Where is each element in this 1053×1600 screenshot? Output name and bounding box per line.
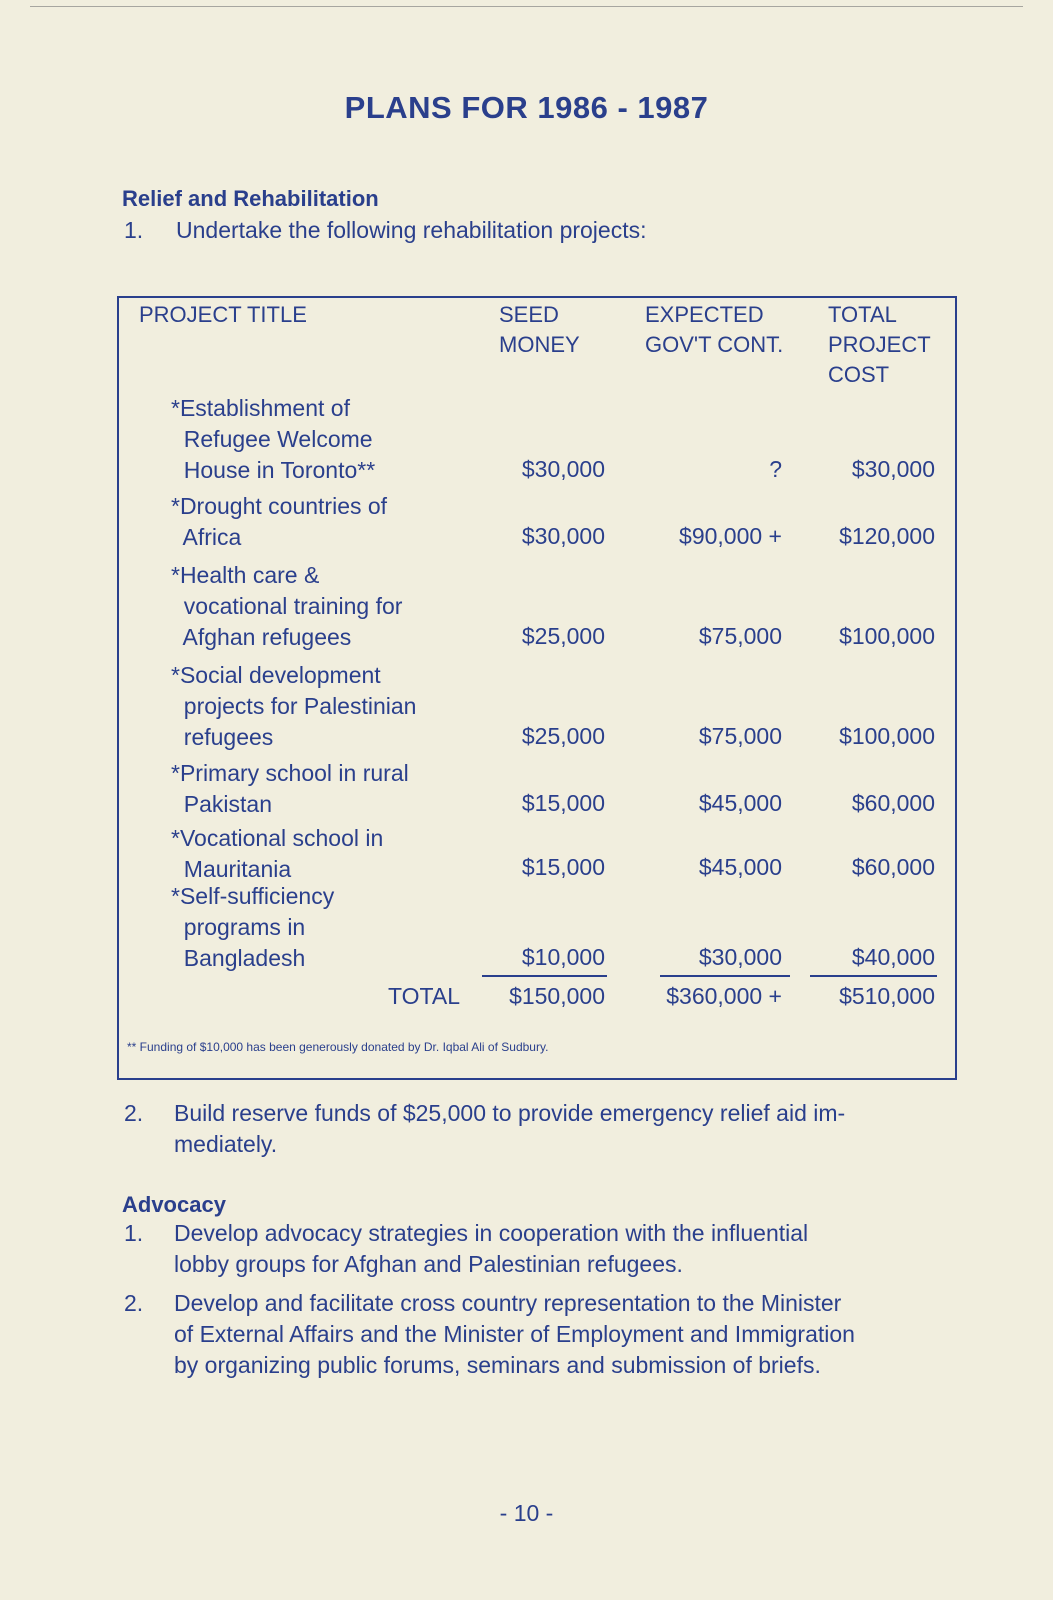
total-govt: $360,000 + — [666, 983, 782, 1009]
row-govt: $45,000 — [698, 790, 782, 816]
header-total-cost: TOTAL PROJECT COST — [828, 302, 931, 387]
advocacy-item-2-number: 2. — [124, 1290, 144, 1316]
relief-item-1-number: 1. — [124, 217, 144, 243]
row-total: $100,000 — [839, 723, 935, 749]
row-govt: $75,000 — [698, 723, 782, 749]
row-total: $60,000 — [851, 790, 935, 816]
total-label: TOTAL — [388, 983, 460, 1009]
advocacy-item-2-text: Develop and facilitate cross country representation to the Minister of External Affairs and the Minister of Employment and Immigration by organizing public forums, seminars and submission of briefs. — [174, 1290, 855, 1378]
relief-item-1-text: Undertake the following rehabilitation projects: — [176, 217, 647, 243]
row-govt: $45,000 — [698, 854, 782, 880]
page-number: - 10 - — [499, 1500, 554, 1526]
row-seed: $25,000 — [521, 723, 605, 749]
header-project-title: PROJECT TITLE — [139, 302, 307, 327]
top-edge-line — [30, 6, 1023, 7]
row-seed: $15,000 — [521, 790, 605, 816]
govt-subtotal-rule — [660, 975, 790, 977]
table-footnote: ** Funding of $10,000 has been generously donated by Dr. Iqbal Ali of Sudbury. — [127, 1040, 549, 1054]
advocacy-item-2 — [124, 1288, 954, 1381]
relief-item-2-number: 2. — [124, 1100, 144, 1126]
row-title: *Social development projects for Palestinian refugees — [171, 662, 417, 750]
header-expected-govt: EXPECTED GOV'T CONT. — [645, 302, 784, 357]
row-total: $40,000 — [851, 944, 935, 970]
row-govt: $90,000 + — [679, 523, 782, 549]
row-total: $30,000 — [851, 456, 935, 482]
row-title: *Establishment of Refugee Welcome House in Toronto** — [171, 395, 376, 483]
row-title: *Health care & vocational training for Afghan refugees — [171, 562, 403, 650]
header-seed-money: SEED MONEY — [499, 302, 580, 357]
relief-item-1 — [124, 215, 944, 246]
relief-item-2-text: Build reserve funds of $25,000 to provide emergency relief aid im- mediately. — [174, 1100, 846, 1157]
row-seed: $25,000 — [521, 623, 605, 649]
relief-item-2 — [124, 1098, 954, 1160]
row-govt: $30,000 — [698, 944, 782, 970]
advocacy-item-1-text: Develop advocacy strategies in cooperation with the influential lobby groups for Afghan and Palestinian refugees. — [174, 1220, 809, 1277]
seed-subtotal-rule — [482, 975, 607, 977]
row-title: *Vocational school in Mauritania — [171, 825, 384, 882]
row-seed: $15,000 — [521, 854, 605, 880]
page-title: PLANS FOR 1986 - 1987 — [344, 90, 709, 125]
row-title: *Primary school in rural Pakistan — [171, 760, 409, 817]
projects-table — [117, 296, 957, 1080]
row-title: *Drought countries of Africa — [171, 493, 388, 550]
row-seed: $10,000 — [521, 944, 605, 970]
relief-heading: Relief and Rehabilitation — [122, 186, 379, 211]
advocacy-item-1 — [124, 1218, 954, 1280]
total-seed: $150,000 — [509, 983, 605, 1009]
total-subtotal-rule — [810, 975, 937, 977]
advocacy-item-1-number: 1. — [124, 1220, 144, 1246]
row-total: $120,000 — [839, 523, 935, 549]
row-govt: ? — [769, 456, 782, 482]
row-total: $100,000 — [839, 623, 935, 649]
row-total: $60,000 — [851, 854, 935, 880]
advocacy-heading: Advocacy — [122, 1192, 226, 1217]
row-seed: $30,000 — [521, 456, 605, 482]
total-total: $510,000 — [839, 983, 935, 1009]
row-title: *Self-sufficiency programs in Bangladesh — [171, 883, 335, 971]
row-seed: $30,000 — [521, 523, 605, 549]
row-govt: $75,000 — [698, 623, 782, 649]
